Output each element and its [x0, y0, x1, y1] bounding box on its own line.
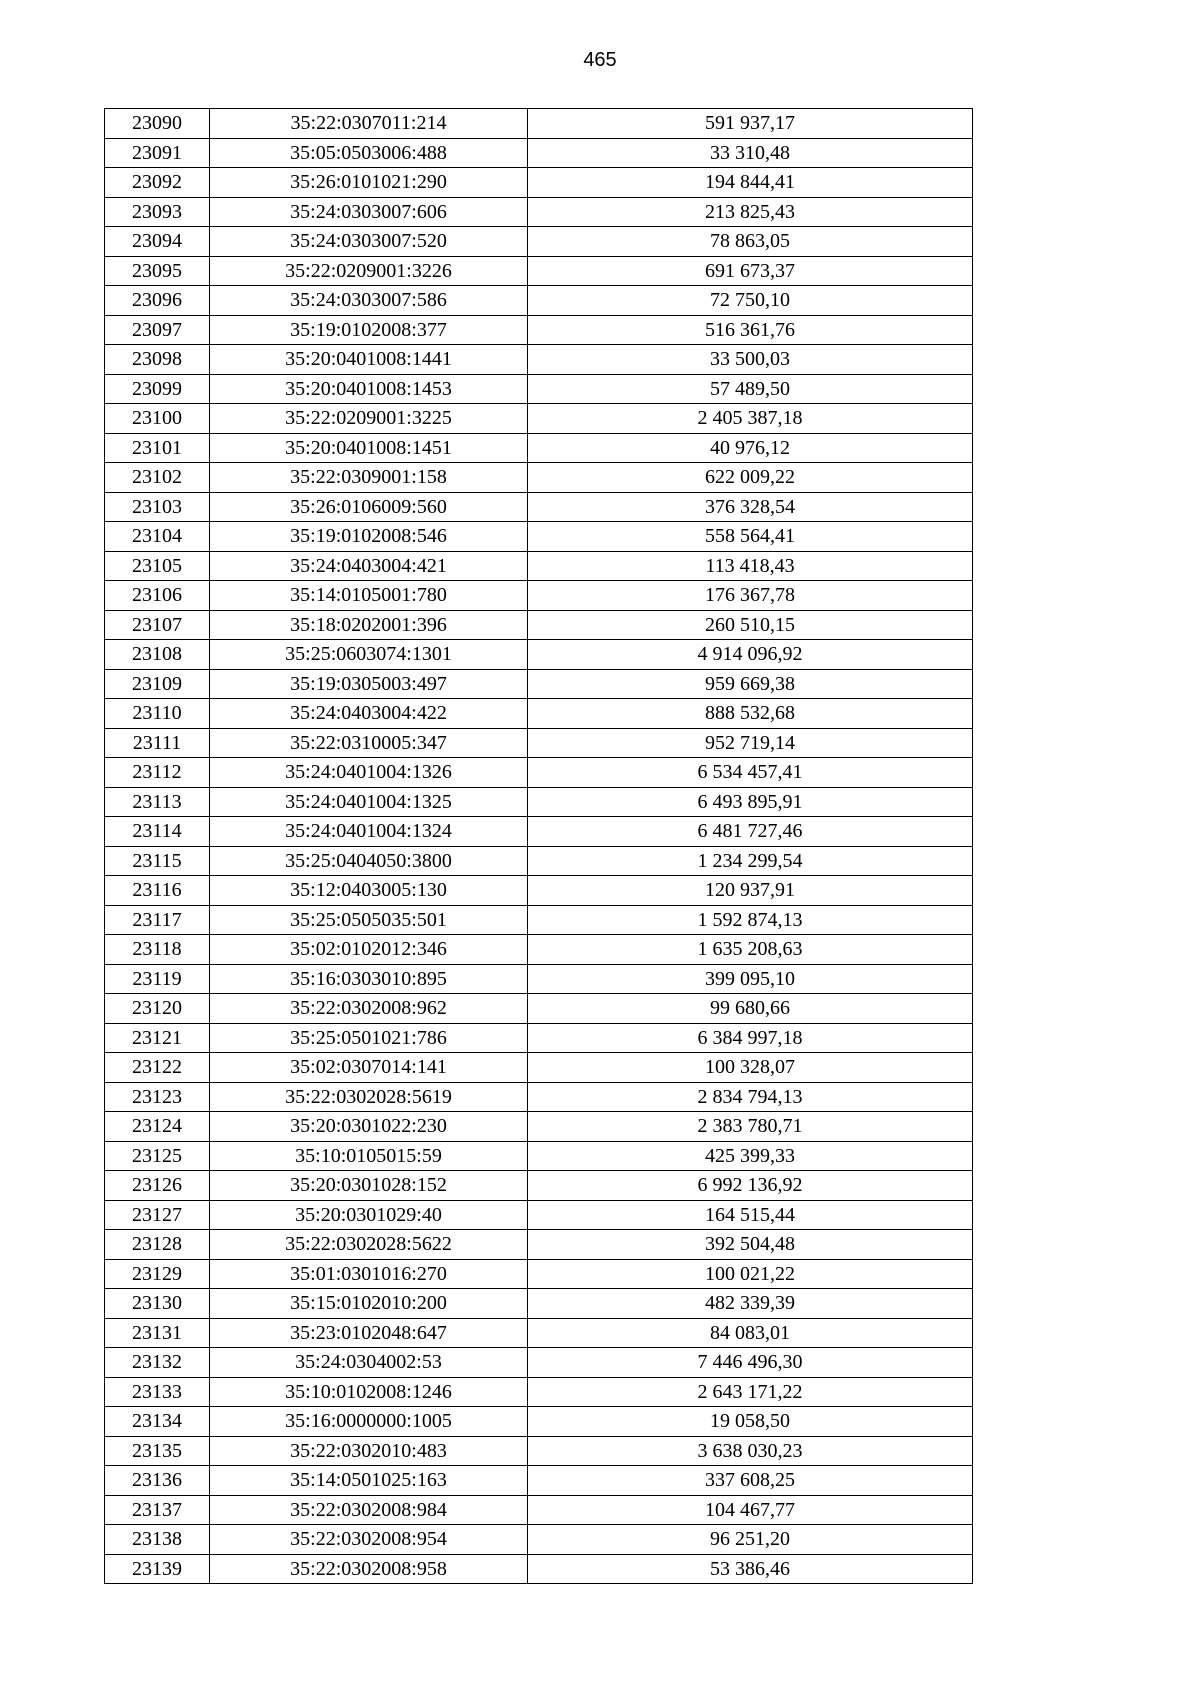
cadastral-value-cell: 2 834 794,13: [528, 1082, 973, 1112]
table-row: [105, 286, 973, 316]
row-number-cell: 23101: [105, 433, 210, 463]
row-number-cell: 23137: [105, 1495, 210, 1525]
cadastral-number-cell: 35:24:0403004:421: [210, 551, 528, 581]
table-row: [105, 581, 973, 611]
row-number-cell: 23133: [105, 1377, 210, 1407]
cadastral-value-cell: 40 976,12: [528, 433, 973, 463]
table-row: [105, 492, 973, 522]
row-number-cell: 23109: [105, 669, 210, 699]
cadastral-number-cell: 35:22:0302028:5619: [210, 1082, 528, 1112]
cadastral-value-cell: 482 339,39: [528, 1289, 973, 1319]
row-number-cell: 23124: [105, 1112, 210, 1142]
row-number-cell: 23104: [105, 522, 210, 552]
row-number-cell: 23106: [105, 581, 210, 611]
cadastral-number-cell: 35:15:0102010:200: [210, 1289, 528, 1319]
cadastral-number-cell: 35:24:0303007:586: [210, 286, 528, 316]
row-number-cell: 23134: [105, 1407, 210, 1437]
cadastral-value-cell: 57 489,50: [528, 374, 973, 404]
row-number-cell: 23095: [105, 256, 210, 286]
cadastral-number-cell: 35:12:0403005:130: [210, 876, 528, 906]
cadastral-number-cell: 35:20:0401008:1451: [210, 433, 528, 463]
table-row: [105, 1230, 973, 1260]
cadastral-value-cell: 33 310,48: [528, 138, 973, 168]
cadastral-value-cell: 194 844,41: [528, 168, 973, 198]
cadastral-value-cell: 2 643 171,22: [528, 1377, 973, 1407]
row-number-cell: 23120: [105, 994, 210, 1024]
table-row: [105, 728, 973, 758]
cadastral-value-cell: 399 095,10: [528, 964, 973, 994]
cadastral-value-cell: 3 638 030,23: [528, 1436, 973, 1466]
cadastral-value-cell: 99 680,66: [528, 994, 973, 1024]
cadastral-number-cell: 35:20:0301028:152: [210, 1171, 528, 1201]
table-row: [105, 935, 973, 965]
row-number-cell: 23099: [105, 374, 210, 404]
row-number-cell: 23118: [105, 935, 210, 965]
table-row: [105, 669, 973, 699]
cadastral-number-cell: 35:24:0303007:520: [210, 227, 528, 257]
cadastral-number-cell: 35:25:0501021:786: [210, 1023, 528, 1053]
row-number-cell: 23130: [105, 1289, 210, 1319]
table-row: [105, 551, 973, 581]
table-row: [105, 846, 973, 876]
cadastral-number-cell: 35:01:0301016:270: [210, 1259, 528, 1289]
cadastral-number-cell: 35:22:0307011:214: [210, 109, 528, 139]
table-row: [105, 817, 973, 847]
cadastral-value-cell: 959 669,38: [528, 669, 973, 699]
cadastral-number-cell: 35:20:0401008:1441: [210, 345, 528, 375]
cadastral-value-cell: 952 719,14: [528, 728, 973, 758]
cadastral-number-cell: 35:10:0102008:1246: [210, 1377, 528, 1407]
table-row: [105, 404, 973, 434]
cadastral-value-cell: 100 021,22: [528, 1259, 973, 1289]
cadastral-value-cell: 1 592 874,13: [528, 905, 973, 935]
table-row: [105, 374, 973, 404]
cadastral-value-cell: 84 083,01: [528, 1318, 973, 1348]
table-row: [105, 905, 973, 935]
row-number-cell: 23117: [105, 905, 210, 935]
table-row: [105, 522, 973, 552]
table-row: [105, 1289, 973, 1319]
cadastral-value-cell: 120 937,91: [528, 876, 973, 906]
cadastral-value-cell: 33 500,03: [528, 345, 973, 375]
cadastral-number-cell: 35:22:0310005:347: [210, 728, 528, 758]
row-number-cell: 23129: [105, 1259, 210, 1289]
row-number-cell: 23102: [105, 463, 210, 493]
row-number-cell: 23115: [105, 846, 210, 876]
cadastral-number-cell: 35:22:0302010:483: [210, 1436, 528, 1466]
row-number-cell: 23131: [105, 1318, 210, 1348]
cadastral-value-cell: 888 532,68: [528, 699, 973, 729]
row-number-cell: 23119: [105, 964, 210, 994]
cadastral-number-cell: 35:22:0302008:958: [210, 1554, 528, 1584]
cadastral-number-cell: 35:14:0105001:780: [210, 581, 528, 611]
cadastral-number-cell: 35:20:0301022:230: [210, 1112, 528, 1142]
table-row: [105, 315, 973, 345]
row-number-cell: 23136: [105, 1466, 210, 1496]
row-number-cell: 23107: [105, 610, 210, 640]
table-row: [105, 1348, 973, 1378]
table-row: [105, 109, 973, 139]
cadastral-value-cell: 100 328,07: [528, 1053, 973, 1083]
cadastral-value-cell: 72 750,10: [528, 286, 973, 316]
cadastral-value-cell: 2 405 387,18: [528, 404, 973, 434]
table-row: [105, 1200, 973, 1230]
cadastral-number-cell: 35:24:0303007:606: [210, 197, 528, 227]
cadastral-number-cell: 35:16:0000000:1005: [210, 1407, 528, 1437]
cadastral-number-cell: 35:24:0401004:1324: [210, 817, 528, 847]
row-number-cell: 23128: [105, 1230, 210, 1260]
table-row: [105, 1082, 973, 1112]
cadastral-value-cell: 164 515,44: [528, 1200, 973, 1230]
cadastral-value-cell: 1 234 299,54: [528, 846, 973, 876]
row-number-cell: 23116: [105, 876, 210, 906]
row-number-cell: 23113: [105, 787, 210, 817]
table-row: [105, 345, 973, 375]
row-number-cell: 23138: [105, 1525, 210, 1555]
row-number-cell: 23094: [105, 227, 210, 257]
row-number-cell: 23090: [105, 109, 210, 139]
cadastral-number-cell: 35:24:0401004:1325: [210, 787, 528, 817]
table-row: [105, 876, 973, 906]
table-row: [105, 1259, 973, 1289]
row-number-cell: 23105: [105, 551, 210, 581]
table-row: [105, 964, 973, 994]
row-number-cell: 23135: [105, 1436, 210, 1466]
table-row: [105, 1318, 973, 1348]
cadastral-value-cell: 392 504,48: [528, 1230, 973, 1260]
table-row: [105, 1171, 973, 1201]
cadastral-number-cell: 35:26:0106009:560: [210, 492, 528, 522]
cadastral-number-cell: 35:19:0305003:497: [210, 669, 528, 699]
row-number-cell: 23108: [105, 640, 210, 670]
table-row: [105, 1466, 973, 1496]
table-row: [105, 1436, 973, 1466]
cadastral-number-cell: 35:05:0503006:488: [210, 138, 528, 168]
row-number-cell: 23096: [105, 286, 210, 316]
cadastral-number-cell: 35:22:0302008:954: [210, 1525, 528, 1555]
registry-table: [104, 108, 973, 1584]
table-row: [105, 787, 973, 817]
table-row: [105, 168, 973, 198]
registry-table-body: [105, 109, 973, 1584]
table-row: [105, 640, 973, 670]
row-number-cell: 23100: [105, 404, 210, 434]
cadastral-value-cell: 691 673,37: [528, 256, 973, 286]
cadastral-number-cell: 35:22:0209001:3225: [210, 404, 528, 434]
cadastral-number-cell: 35:20:0401008:1453: [210, 374, 528, 404]
cadastral-number-cell: 35:24:0403004:422: [210, 699, 528, 729]
cadastral-value-cell: 104 467,77: [528, 1495, 973, 1525]
table-row: [105, 138, 973, 168]
cadastral-value-cell: 96 251,20: [528, 1525, 973, 1555]
cadastral-number-cell: 35:02:0102012:346: [210, 935, 528, 965]
table-row: [105, 197, 973, 227]
row-number-cell: 23110: [105, 699, 210, 729]
cadastral-number-cell: 35:20:0301029:40: [210, 1200, 528, 1230]
cadastral-number-cell: 35:22:0209001:3226: [210, 256, 528, 286]
cadastral-value-cell: 558 564,41: [528, 522, 973, 552]
row-number-cell: 23121: [105, 1023, 210, 1053]
cadastral-value-cell: 2 383 780,71: [528, 1112, 973, 1142]
cadastral-number-cell: 35:25:0404050:3800: [210, 846, 528, 876]
cadastral-value-cell: 260 510,15: [528, 610, 973, 640]
table-row: [105, 1407, 973, 1437]
table-row: [105, 1053, 973, 1083]
cadastral-value-cell: 376 328,54: [528, 492, 973, 522]
row-number-cell: 23097: [105, 315, 210, 345]
cadastral-number-cell: 35:19:0102008:377: [210, 315, 528, 345]
page-number: 465: [583, 49, 617, 71]
cadastral-value-cell: 591 937,17: [528, 109, 973, 139]
cadastral-number-cell: 35:22:0302028:5622: [210, 1230, 528, 1260]
table-row: [105, 227, 973, 257]
cadastral-value-cell: 78 863,05: [528, 227, 973, 257]
cadastral-value-cell: 337 608,25: [528, 1466, 973, 1496]
table-row: [105, 433, 973, 463]
cadastral-number-cell: 35:16:0303010:895: [210, 964, 528, 994]
table-row: [105, 1141, 973, 1171]
table-row: [105, 1377, 973, 1407]
row-number-cell: 23127: [105, 1200, 210, 1230]
table-row: [105, 758, 973, 788]
cadastral-value-cell: 1 635 208,63: [528, 935, 973, 965]
row-number-cell: 23098: [105, 345, 210, 375]
table-row: [105, 1554, 973, 1584]
cadastral-value-cell: 6 493 895,91: [528, 787, 973, 817]
row-number-cell: 23112: [105, 758, 210, 788]
cadastral-value-cell: 622 009,22: [528, 463, 973, 493]
cadastral-number-cell: 35:22:0309001:158: [210, 463, 528, 493]
cadastral-value-cell: 19 058,50: [528, 1407, 973, 1437]
cadastral-number-cell: 35:26:0101021:290: [210, 168, 528, 198]
cadastral-number-cell: 35:24:0304002:53: [210, 1348, 528, 1378]
cadastral-value-cell: 53 386,46: [528, 1554, 973, 1584]
cadastral-value-cell: 176 367,78: [528, 581, 973, 611]
cadastral-value-cell: 6 481 727,46: [528, 817, 973, 847]
row-number-cell: 23123: [105, 1082, 210, 1112]
table-row: [105, 1495, 973, 1525]
table-row: [105, 994, 973, 1024]
row-number-cell: 23132: [105, 1348, 210, 1378]
cadastral-value-cell: 425 399,33: [528, 1141, 973, 1171]
cadastral-number-cell: 35:10:0105015:59: [210, 1141, 528, 1171]
table-row: [105, 1112, 973, 1142]
row-number-cell: 23139: [105, 1554, 210, 1584]
row-number-cell: 23125: [105, 1141, 210, 1171]
cadastral-value-cell: 213 825,43: [528, 197, 973, 227]
table-row: [105, 256, 973, 286]
cadastral-value-cell: 6 534 457,41: [528, 758, 973, 788]
row-number-cell: 23093: [105, 197, 210, 227]
cadastral-number-cell: 35:22:0302008:962: [210, 994, 528, 1024]
cadastral-value-cell: 4 914 096,92: [528, 640, 973, 670]
cadastral-value-cell: 113 418,43: [528, 551, 973, 581]
row-number-cell: 23122: [105, 1053, 210, 1083]
cadastral-number-cell: 35:14:0501025:163: [210, 1466, 528, 1496]
cadastral-number-cell: 35:18:0202001:396: [210, 610, 528, 640]
table-row: [105, 463, 973, 493]
table-row: [105, 610, 973, 640]
cadastral-number-cell: 35:02:0307014:141: [210, 1053, 528, 1083]
row-number-cell: 23103: [105, 492, 210, 522]
table-row: [105, 699, 973, 729]
cadastral-number-cell: 35:24:0401004:1326: [210, 758, 528, 788]
cadastral-number-cell: 35:25:0603074:1301: [210, 640, 528, 670]
row-number-cell: 23126: [105, 1171, 210, 1201]
table-row: [105, 1525, 973, 1555]
table-row: [105, 1023, 973, 1053]
cadastral-value-cell: 6 992 136,92: [528, 1171, 973, 1201]
cadastral-number-cell: 35:19:0102008:546: [210, 522, 528, 552]
cadastral-value-cell: 6 384 997,18: [528, 1023, 973, 1053]
row-number-cell: 23114: [105, 817, 210, 847]
row-number-cell: 23092: [105, 168, 210, 198]
cadastral-value-cell: 516 361,76: [528, 315, 973, 345]
row-number-cell: 23091: [105, 138, 210, 168]
cadastral-number-cell: 35:22:0302008:984: [210, 1495, 528, 1525]
cadastral-value-cell: 7 446 496,30: [528, 1348, 973, 1378]
cadastral-number-cell: 35:25:0505035:501: [210, 905, 528, 935]
cadastral-number-cell: 35:23:0102048:647: [210, 1318, 528, 1348]
row-number-cell: 23111: [105, 728, 210, 758]
